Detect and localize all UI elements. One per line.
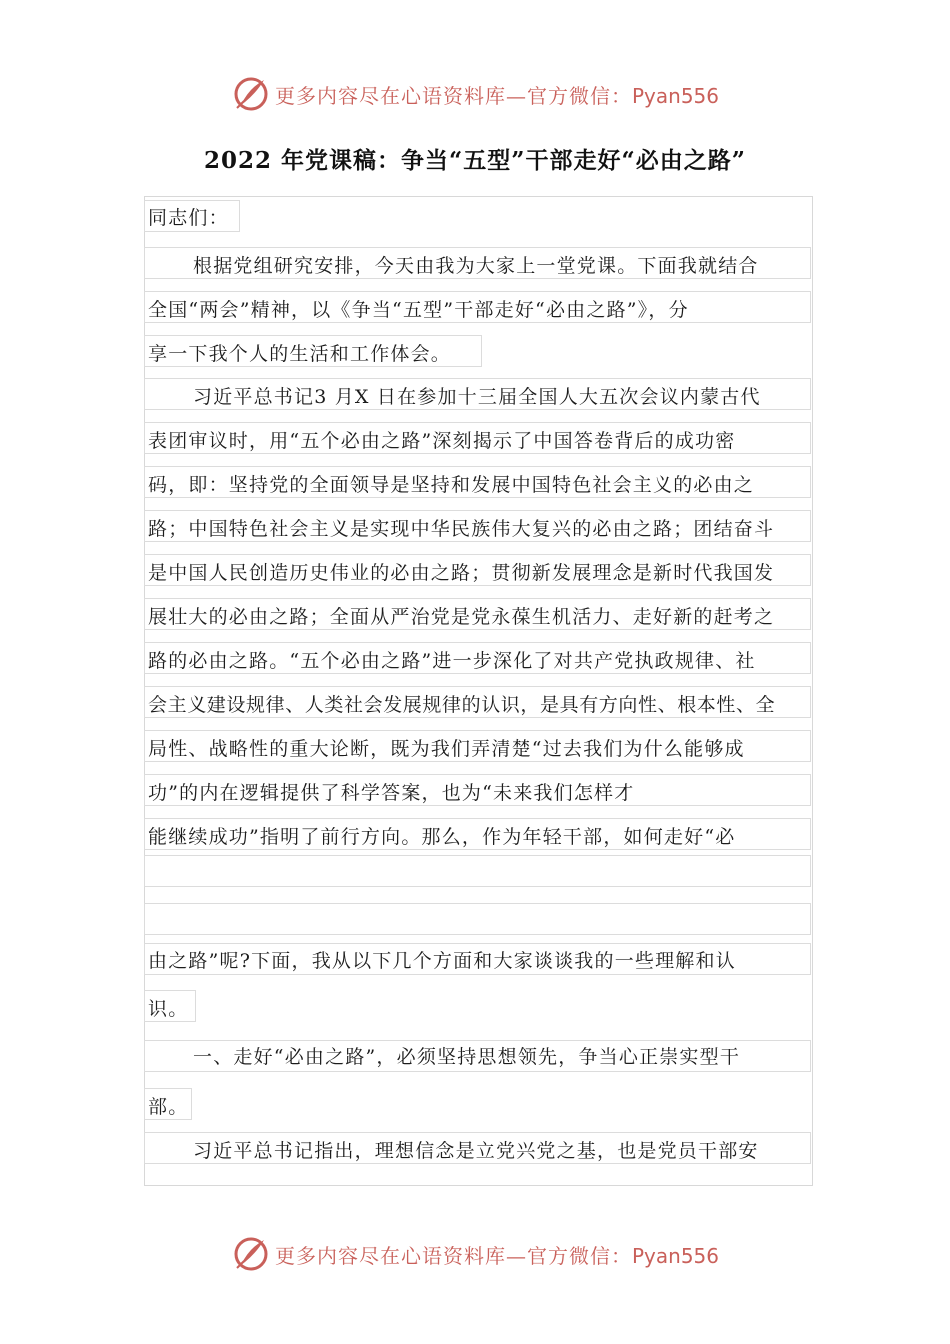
banner-text [275,1240,719,1269]
logo-quill-icon [231,1234,271,1274]
body-line: 习近平总书记3 月X 日在参加十三届全国人大五次会议内蒙古代 [193,386,761,408]
document-title: 2022 年党课稿：争当“五型”干部走好“必由之路” [204,147,746,174]
body-line: 享一下我个人的生活和工作体会。 [148,343,452,365]
banner-handle: Pyan556 [631,83,719,108]
bottom-banner [0,1232,950,1276]
logo-quill-icon [231,74,271,114]
row-box [144,903,811,935]
body-line: 由之路”呢?下面，我从以下几个方面和大家谈谈我的一些理解和认 [148,950,736,972]
body-line: 展壮大的必由之路；全面从严治党是党永葆生机活力、走好新的赶考之 [148,606,775,628]
body-line: 识。 [148,998,189,1020]
body-line: 功”的内在逻辑提供了科学答案，也为“未来我们怎样才 [148,782,635,804]
row-box [144,855,811,887]
body-line: 是中国人民创造历史伟业的必由之路；贯彻新发展理念是新时代我国发 [148,562,775,584]
body-line: 习近平总书记指出，理想信念是立党兴党之基，也是党员干部安 [193,1140,759,1162]
banner-label: 更多内容尽在心语资料库—官方微信： [274,1243,632,1268]
banner-handle: Pyan556 [631,1243,719,1268]
body-line: 路的必由之路。“五个必由之路”进一步深化了对共产党执政规律、社 [148,650,756,672]
body-line: 路；中国特色社会主义是实现中华民族伟大复兴的必由之路；团结奋斗 [148,518,775,540]
body-line: 全国“两会”精神，以《争当“五型”干部走好“必由之路”》，分 [148,299,689,321]
body-line: 局性、战略性的重大论断，既为我们弄清楚“过去我们为什么能够成 [148,738,745,760]
top-banner [0,72,950,116]
body-line: 码，即：坚持党的全面领导是坚持和发展中国特色社会主义的必由之 [148,474,755,496]
body-line: 部。 [148,1096,189,1118]
banner-text [275,80,719,109]
body-line: 根据党组研究安排，今天由我为大家上一堂党课。下面我就结合 [193,255,759,277]
body-line: 表团审议时，用“五个必由之路”深刻揭示了中国答卷背后的成功密 [148,430,736,452]
body-line: 能继续成功”指明了前行方向。那么，作为年轻干部，如何走好“必 [148,826,736,848]
body-line: 同志们： [148,207,229,229]
banner-label: 更多内容尽在心语资料库—官方微信： [274,83,632,108]
body-line: 会主义建设规律、人类社会发展规律的认识，是具有方向性、根本性、全 [148,694,776,716]
body-line: 一、走好“必由之路”，必须坚持思想领先，争当心正崇实型干 [193,1046,741,1068]
